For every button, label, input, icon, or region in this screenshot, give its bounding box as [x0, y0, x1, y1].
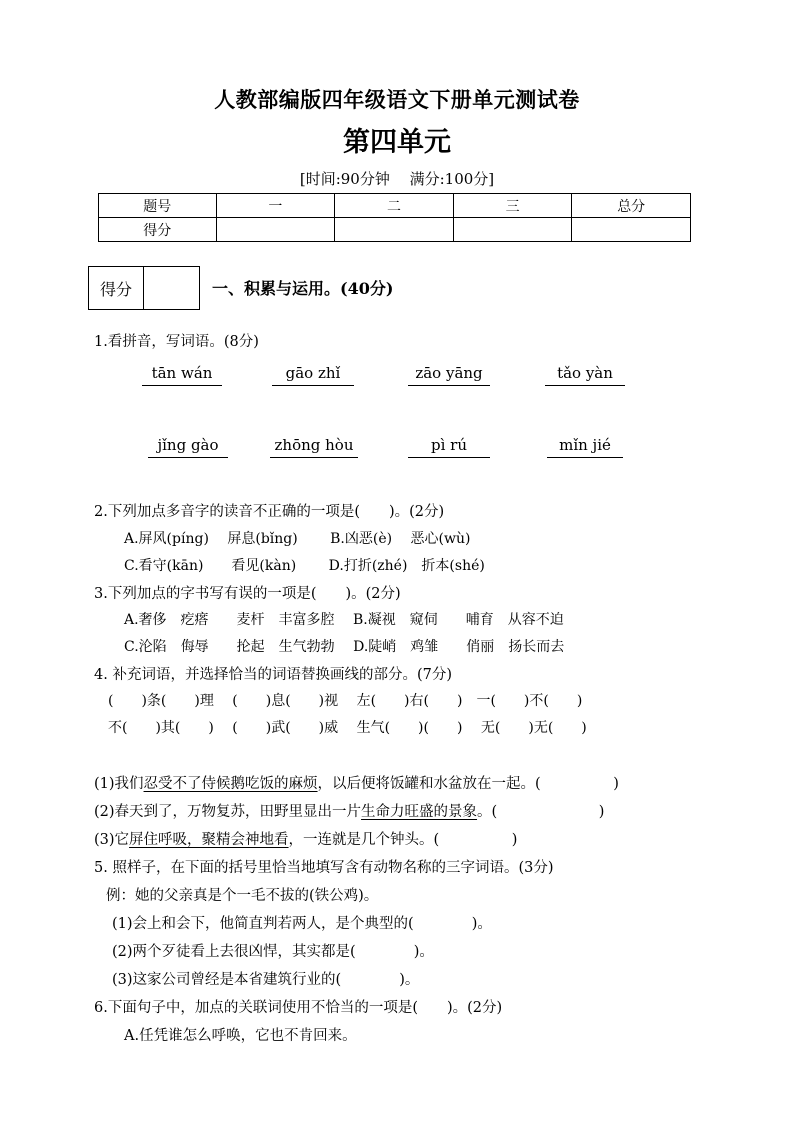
score-table-cell: 总分: [572, 194, 691, 218]
score-table-header-row: [99, 194, 691, 218]
section-title: 一、积累与运用。(40分): [212, 279, 394, 298]
question-5-item: (3)这家公司曾经是本省建筑行业的( )。: [112, 972, 420, 988]
exam-title: 人教部编版四年级语文下册单元测试卷: [214, 87, 580, 112]
score-table-cell: 二: [335, 194, 454, 218]
time-info: [时间:90分钟 满分:100分]: [299, 170, 495, 188]
pinyin-item: tān wán: [142, 364, 222, 386]
underlined-phrase: 生命力旺盛的景象: [361, 804, 478, 820]
question-3-stem: 3.下列加点的字书写有误的一项是( )。(2分): [94, 586, 401, 602]
score-table-cell: 题号: [99, 194, 217, 218]
score-table-input-cell[interactable]: [453, 218, 572, 242]
score-table-input-cell[interactable]: [335, 218, 454, 242]
score-table-input-cell[interactable]: [572, 218, 691, 242]
question-4-fill-line: ( )条( )理 ( )息( )视 左( )右( ) 一( )不( ): [108, 693, 583, 709]
question-6-option-a: A.任凭谁怎么呼唤，它也不肯回来。: [124, 1028, 357, 1044]
question-4-sentence-3: [94, 828, 517, 849]
score-table-score-row: [99, 218, 691, 242]
score-table: [98, 193, 691, 242]
question-3-options-line: C.沦陷 侮辱 抡起 生气勃勃 D.陡峭 鸡雏 俏丽 扬长而去: [124, 639, 565, 655]
section-score-label: 得分: [89, 267, 144, 309]
question-4-sentence-1: [94, 772, 619, 793]
pinyin-item: tǎo yàn: [545, 364, 625, 386]
question-3-options-line: A.奢侈 疙瘩 麦杆 丰富多腔 B.凝视 窥伺 哺育 从容不迫: [124, 612, 564, 628]
sentence-text: (2)春天到了，万物复苏，田野里显出一片: [94, 804, 362, 820]
underlined-phrase: 忍受不了侍候鹅吃饭的麻烦: [143, 776, 318, 792]
question-6-stem: 6.下面句子中，加点的关联词使用不恰当的一项是( )。(2分): [94, 1000, 503, 1016]
question-4-fill-line: 不( )其( ) ( )武( )威 生气( )( ) 无( )无( ): [108, 720, 587, 736]
sentence-text: ，以后便将饭罐和水盆放在一起。( ): [317, 776, 619, 792]
pinyin-item: zāo yāng: [408, 364, 490, 386]
question-4-sentence-2: [94, 800, 604, 821]
question-1-stem: 1.看拼音，写词语。(8分): [94, 334, 259, 350]
question-5-item: (2)两个歹徒看上去很凶悍，其实都是( )。: [112, 944, 434, 960]
sentence-text: 。( ): [477, 804, 605, 820]
underlined-phrase: 屏住呼吸，聚精会神地看: [129, 832, 289, 848]
question-2-stem: 2.下列加点多音字的读音不正确的一项是( )。(2分): [94, 504, 445, 520]
question-2-options-line: C.看守(kān) 看见(kàn) D.打折(zhé) 折本(shé): [124, 558, 485, 574]
sentence-text: (3)它: [94, 832, 130, 848]
pinyin-item: pì rú: [408, 436, 490, 458]
score-table-input-cell[interactable]: [216, 218, 335, 242]
section-score-box: [88, 266, 200, 310]
score-table-cell: 得分: [99, 218, 217, 242]
pinyin-item: zhōng hòu: [270, 436, 358, 458]
question-5-stem: 5. 照样子，在下面的括号里恰当地填写含有动物名称的三字词语。(3分): [94, 860, 554, 876]
sentence-text: ，一连就是几个钟头。( ): [288, 832, 518, 848]
pinyin-item: gāo zhǐ: [272, 364, 354, 386]
question-4-stem: 4. 补充词语，并选择恰当的词语替换画线的部分。(7分): [94, 667, 452, 683]
pinyin-item: mǐn jié: [547, 436, 623, 458]
score-table-cell: 一: [216, 194, 335, 218]
unit-title: 第四单元: [343, 127, 451, 158]
section-score-input[interactable]: [144, 267, 199, 309]
score-table-cell: 三: [453, 194, 572, 218]
sentence-text: (1)我们: [94, 776, 144, 792]
pinyin-item: jǐng gào: [148, 436, 228, 458]
question-2-options-line: A.屏风(píng) 屏息(bǐng) B.凶恶(è) 恶心(wù): [124, 531, 471, 547]
question-5-item: (1)会上和会下，他简直判若两人，是个典型的( )。: [112, 916, 492, 932]
question-5-example: 例：她的父亲真是个一毛不拔的(铁公鸡)。: [106, 888, 379, 904]
